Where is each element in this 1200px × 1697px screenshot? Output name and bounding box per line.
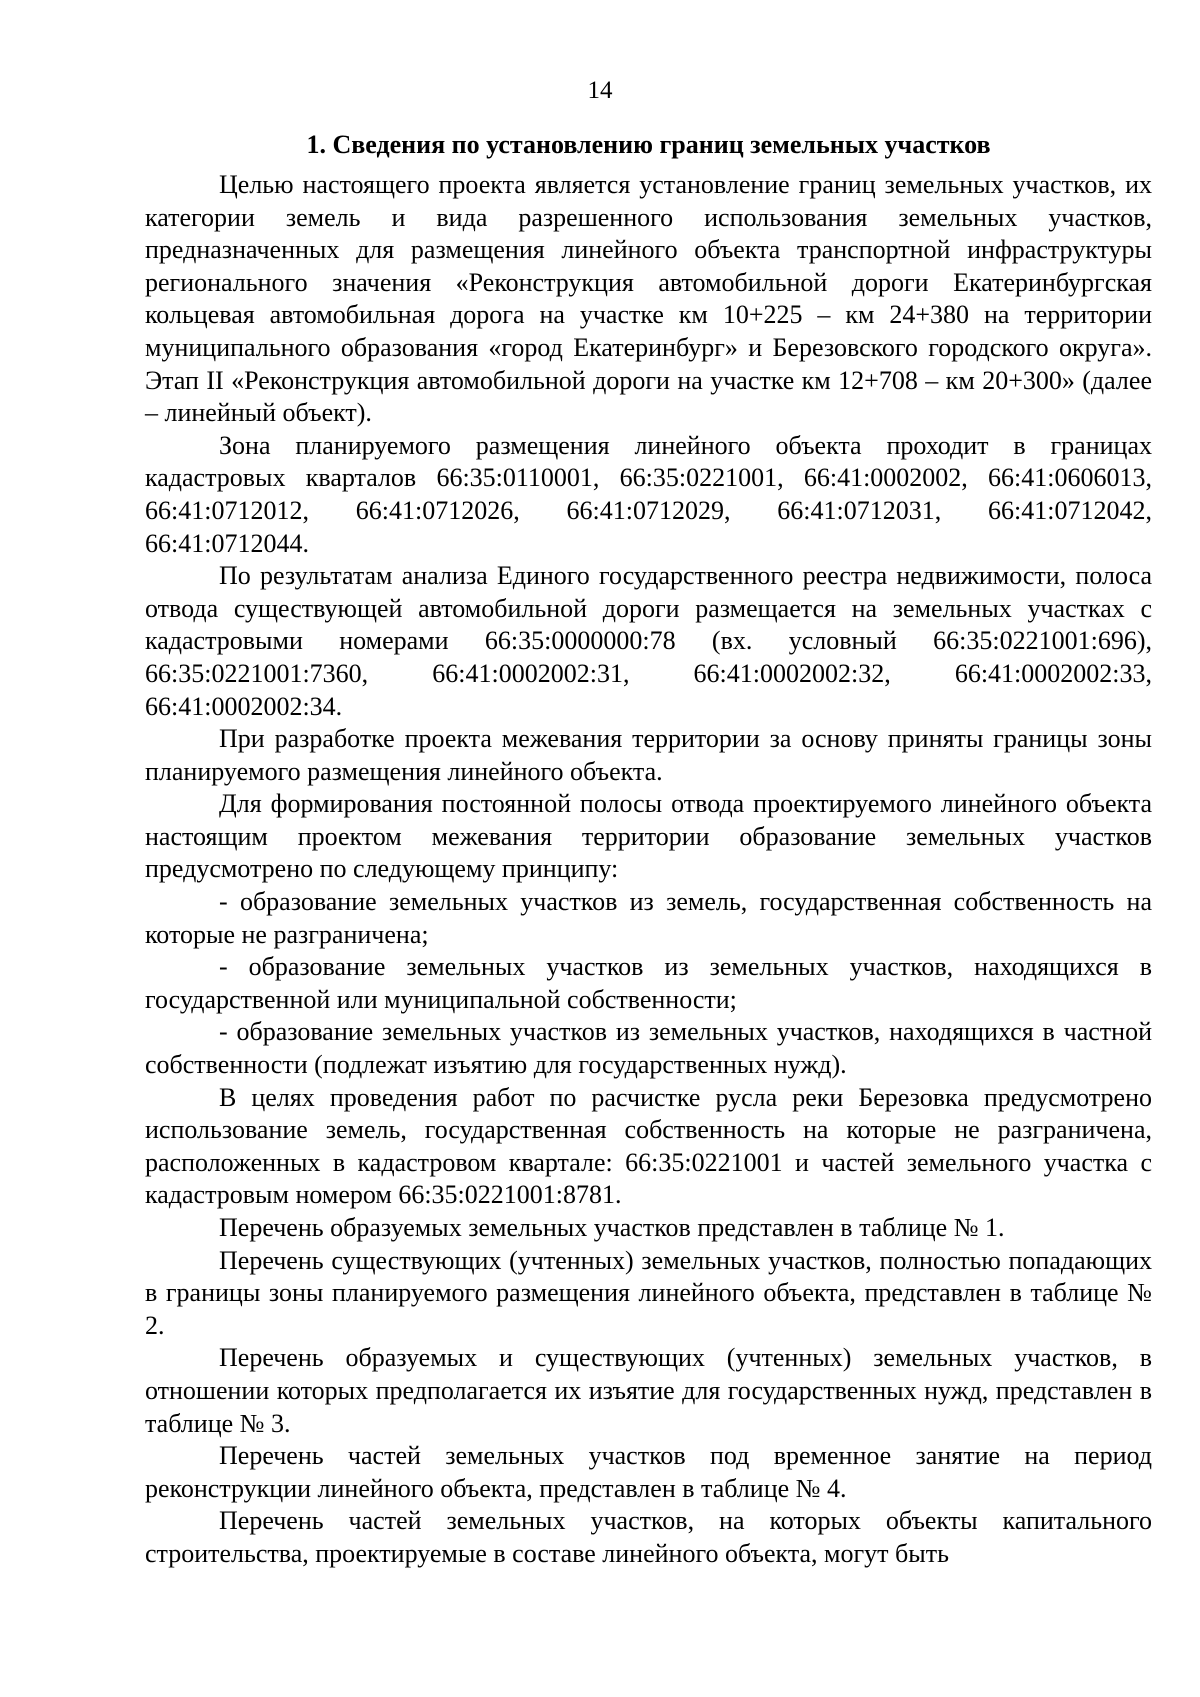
paragraph-formation-principle: Для формирования постоянной полосы отвода проектируемого линейного объекта настоящим проектом межевания территории образование земельных участков предусмотрено по следующему принципу: [145,789,1152,884]
paragraph-river-clearing: В целях проведения работ по расчистке русла реки Березовка предусмотрено использование земель, государственная собственность на которые не разграничена, расположенных в кадастровом квартале: 66:35:0221001 и частей земельного участка с кадастровым номером 66:35:0221001:8781. [145,1082,1152,1210]
paragraph-table-2: Перечень существующих (учтенных) земельных участков, полностью попадающих в границы зоны планируемого размещения линейного объекта, представлен в таблице № 2. [145,1245,1152,1340]
paragraph-table-1: Перечень образуемых земельных участков представлен в таблице № 1. [219,1213,1005,1242]
paragraph-capital-objects: Перечень частей земельных участков, на которых объекты капитального строительства, проектируемые в составе линейного объекта, могут быть [145,1506,1152,1568]
paragraph-survey-basis: При разработке проекта межевания территории за основу приняты границы зоны планируемого размещения линейного объекта. [145,724,1152,786]
paragraph-registry-analysis: По результатам анализа Единого государственного реестра недвижимости, полоса отвода существующей автомобильной дороги размещается на земельных участках с кадастровыми номерами 66:35:0000000:78 (вх. условный 66:35:0221001:696), 66:35:0221001:7360, 66:41:0002002:31, 66:41:0002002:32, 66:41:0002002:33, 66:41:0002002:34. [145,561,1152,721]
page-number: 14 [587,77,613,104]
paragraph-purpose: Целью настоящего проекта является установление границ земельных участков, их категории земель и вида разрешенного использования земельных участков, предназначенных для размещения линейного объекта транспортной инфраструктуры регионального значения «Реконструкция автомобильной дороги Екатеринбургская кольцевая автомобильная дорога на участке км 10+225 – км 24+380 на территории муниципального образования «город Екатеринбург» и Березовского городского округа». Этап II «Реконструкция автомобильной дороги на участке км 12+708 – км 20+300» (далее – линейный объект). [145,170,1152,428]
list-item-unallocated-land: - образование земельных участков из земель, государственная собственность на которые не разграничена; [145,887,1152,949]
list-item-state-municipal-land: - образование земельных участков из земельных участков, находящихся в государственной или муниципальной собственности; [145,952,1152,1014]
list-item-private-land: - образование земельных участков из земельных участков, находящихся в частной собственности (подлежат изъятию для государственных нужд). [145,1017,1152,1080]
paragraph-table-4: Перечень частей земельных участков под временное занятие на период реконструкции линейного объекта, представлен в таблице № 4. [145,1441,1152,1503]
document-body [145,128,1152,1571]
paragraph-table-3: Перечень образуемых и существующих (учтенных) земельных участков, в отношении которых предполагается их изъятие для государственных нужд, представлен в таблице № 3. [145,1343,1152,1438]
section-heading: 1. Сведения по установлению границ земельных участков [306,130,991,159]
paragraph-cadastral-quarters: Зона планируемого размещения линейного объекта проходит в границах кадастровых кварталов 66:35:0110001, 66:35:0221001, 66:41:0002002, 66:41:0606013, 66:41:0712012, 66:41:0712026, 66:41:0712029, 66:41:0712031, 66:41:0712042, 66:41:0712044. [145,430,1152,558]
